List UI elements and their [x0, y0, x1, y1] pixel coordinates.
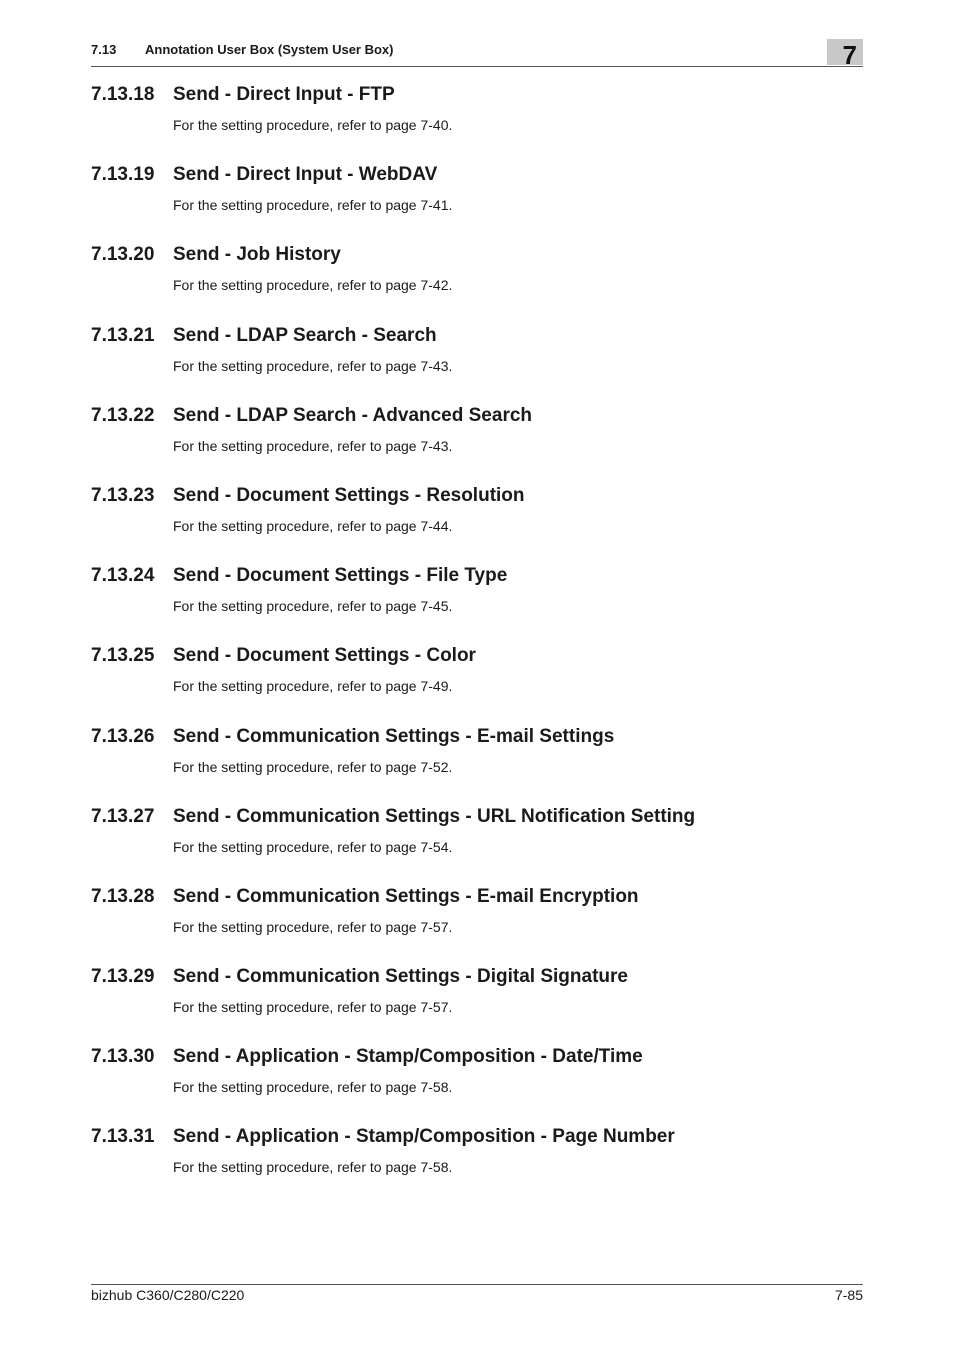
section-reference-text: For the setting procedure, refer to page 7-43.	[173, 437, 453, 454]
header-section-number: 7.13	[91, 42, 117, 57]
section-heading	[91, 886, 639, 908]
section-reference-text: For the setting procedure, refer to page 7-43.	[173, 357, 453, 374]
section-number: 7.13.22	[91, 404, 155, 426]
section-heading	[91, 405, 532, 427]
section-reference-text: For the setting procedure, refer to page 7-40.	[173, 117, 453, 133]
section-title: Send - Job History	[173, 244, 341, 266]
section-heading	[91, 84, 395, 106]
section-entry	[91, 886, 871, 966]
section-number: 7.13.31	[91, 1126, 155, 1148]
section-reference-text: For the setting procedure, refer to page 7-44.	[173, 517, 453, 534]
section-reference-text: For the setting procedure, refer to page 7-57.	[173, 918, 453, 935]
section-number: 7.13.27	[91, 805, 155, 827]
section-heading	[91, 565, 507, 587]
section-heading	[91, 164, 437, 186]
chapter-number: 7	[842, 40, 857, 70]
section-reference-text: For the setting procedure, refer to page 7-58.	[173, 1159, 453, 1176]
section-reference-text: For the setting procedure, refer to page 7-41.	[173, 197, 453, 214]
section-list	[91, 84, 871, 1207]
section-reference-text: For the setting procedure, refer to page 7-54.	[173, 838, 453, 855]
section-entry	[91, 244, 871, 324]
footer-product-name: bizhub C360/C280/C220	[91, 1287, 245, 1303]
section-title: Send - Direct Input - WebDAV	[173, 164, 438, 186]
section-title: Send - Application - Stamp/Composition - Date/Time	[173, 1046, 643, 1068]
section-reference-text: For the setting procedure, refer to page 7-52.	[173, 758, 453, 775]
section-reference-text: For the setting procedure, refer to page 7-45.	[173, 598, 453, 615]
section-entry	[91, 966, 871, 1046]
section-number: 7.13.20	[91, 244, 155, 266]
page-header	[91, 40, 863, 70]
section-title: Send - LDAP Search - Search	[173, 324, 437, 346]
section-number: 7.13.23	[91, 484, 155, 506]
section-entry	[91, 164, 871, 244]
section-number: 7.13.25	[91, 645, 155, 667]
section-heading	[91, 325, 437, 347]
section-entry	[91, 1046, 871, 1126]
section-heading	[91, 1126, 675, 1148]
section-entry	[91, 1126, 871, 1206]
section-entry	[91, 565, 871, 645]
section-title: Send - Document Settings - Color	[173, 645, 476, 667]
section-entry	[91, 726, 871, 806]
section-title: Send - Communication Settings - URL Notification Setting	[173, 805, 696, 827]
section-heading	[91, 645, 476, 667]
section-number: 7.13.29	[91, 966, 155, 988]
section-number: 7.13.26	[91, 725, 155, 747]
section-reference-text: For the setting procedure, refer to page 7-57.	[173, 999, 453, 1016]
section-number: 7.13.24	[91, 565, 155, 587]
section-heading	[91, 726, 614, 748]
section-entry	[91, 325, 871, 405]
section-title: Send - Communication Settings - E-mail Settings	[173, 725, 615, 747]
section-title: Send - Document Settings - Resolution	[173, 484, 525, 506]
section-heading	[91, 806, 695, 828]
section-heading	[91, 966, 628, 988]
section-heading	[91, 485, 525, 507]
section-number: 7.13.21	[91, 324, 155, 346]
section-reference-text: For the setting procedure, refer to page 7-49.	[173, 678, 453, 695]
section-entry	[91, 806, 871, 886]
section-reference-text: For the setting procedure, refer to page 7-58.	[173, 1079, 453, 1096]
section-entry	[91, 405, 871, 485]
section-reference-text: For the setting procedure, refer to page 7-42.	[173, 277, 453, 294]
section-title: Send - Direct Input - FTP	[173, 84, 395, 105]
section-title: Send - Document Settings - File Type	[173, 565, 508, 587]
header-section-title: Annotation User Box (System User Box)	[145, 42, 394, 57]
section-heading	[91, 244, 341, 266]
section-entry	[91, 84, 871, 164]
footer-page-number: 7-85	[834, 1287, 863, 1303]
section-title: Send - Communication Settings - Digital Signature	[173, 966, 628, 988]
page-footer	[91, 1284, 863, 1303]
section-number: 7.13.30	[91, 1046, 155, 1068]
section-heading	[91, 1046, 643, 1068]
section-number: 7.13.28	[91, 885, 155, 907]
section-entry	[91, 485, 871, 565]
section-number: 7.13.18	[91, 84, 155, 105]
section-title: Send - Application - Stamp/Composition - Page Number	[173, 1126, 675, 1148]
section-entry	[91, 645, 871, 725]
section-title: Send - LDAP Search - Advanced Search	[173, 404, 533, 426]
section-title: Send - Communication Settings - E-mail Encryption	[173, 885, 639, 907]
section-number: 7.13.19	[91, 164, 155, 186]
